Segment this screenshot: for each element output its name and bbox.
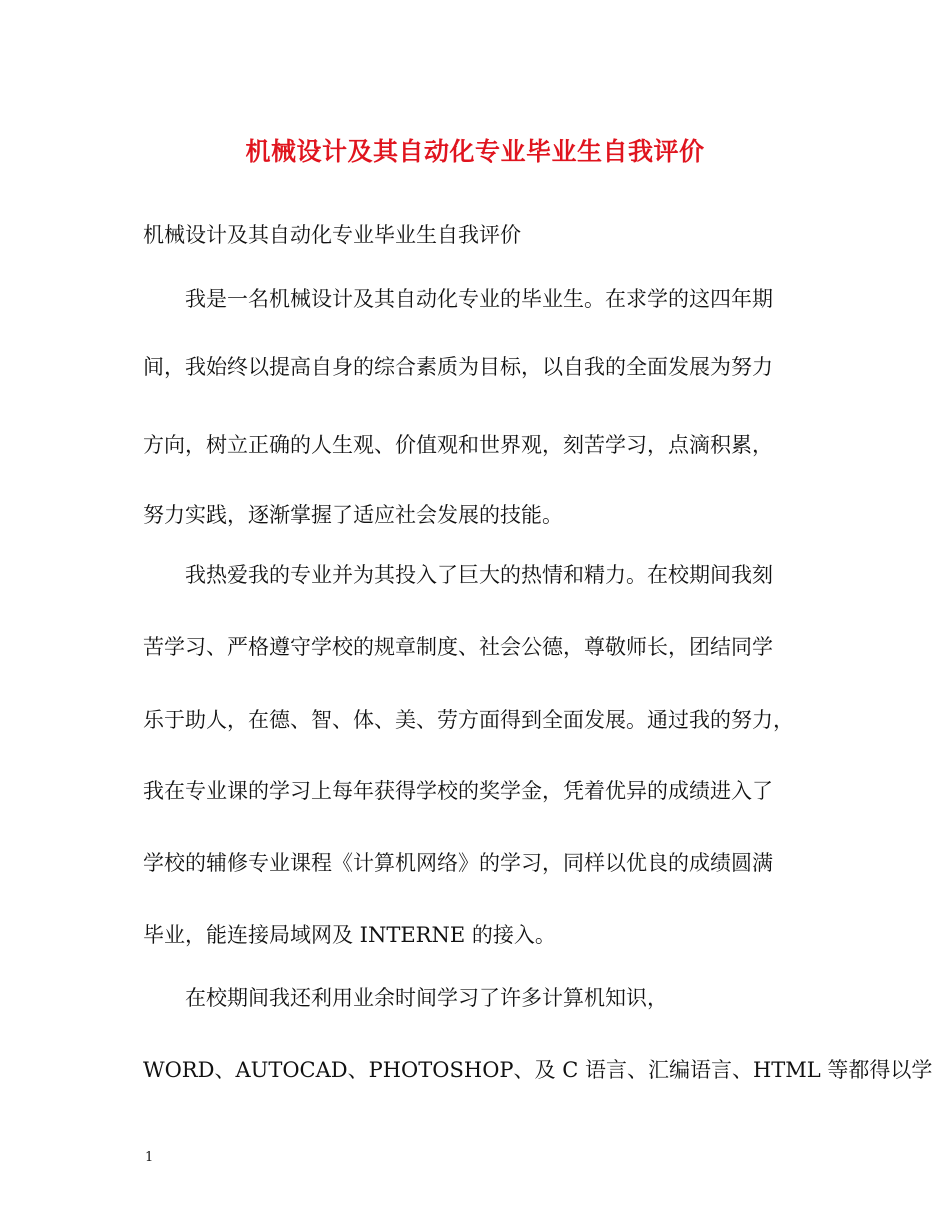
text-line: 我在专业课的学习上每年获得学校的奖学金，凭着优异的成绩进入了: [143, 779, 773, 803]
page-number: 1: [145, 1150, 154, 1165]
text-line: 乐于助人，在德、智、体、美、劳方面得到全面发展。通过我的努力，: [143, 708, 794, 732]
document-title: 机械设计及其自动化专业毕业生自我评价: [245, 137, 705, 166]
text-line: 间，我始终以提高自身的综合素质为目标，以自我的全面发展为努力: [143, 355, 773, 379]
text-line: WORD、AUTOCAD、PHOTOSHOP、及 C 语言、汇编语言、HTML 等都得以学: [143, 1058, 933, 1082]
text-line: 毕业，能连接局域网及 INTERNE 的接入。: [143, 923, 556, 947]
text-line: 方向，树立正确的人生观、价值观和世界观，刻苦学习，点滴积累，: [143, 433, 773, 457]
text-line: 在校期间我还利用业余时间学习了许多计算机知识，: [185, 986, 668, 1010]
text-line: 我热爱我的专业并为其投入了巨大的热情和精力。在校期间我刻: [185, 563, 773, 587]
text-line: 我是一名机械设计及其自动化专业的毕业生。在求学的这四年期: [185, 287, 773, 311]
text-line: 苦学习、严格遵守学校的规章制度、社会公德，尊敬师长，团结同学: [143, 635, 773, 659]
text-line: 学校的辅修专业课程《计算机网络》的学习，同样以优良的成绩圆满: [143, 851, 773, 875]
text-line: 机械设计及其自动化专业毕业生自我评价: [143, 223, 521, 247]
text-line: 努力实践，逐渐掌握了适应社会发展的技能。: [143, 503, 563, 527]
